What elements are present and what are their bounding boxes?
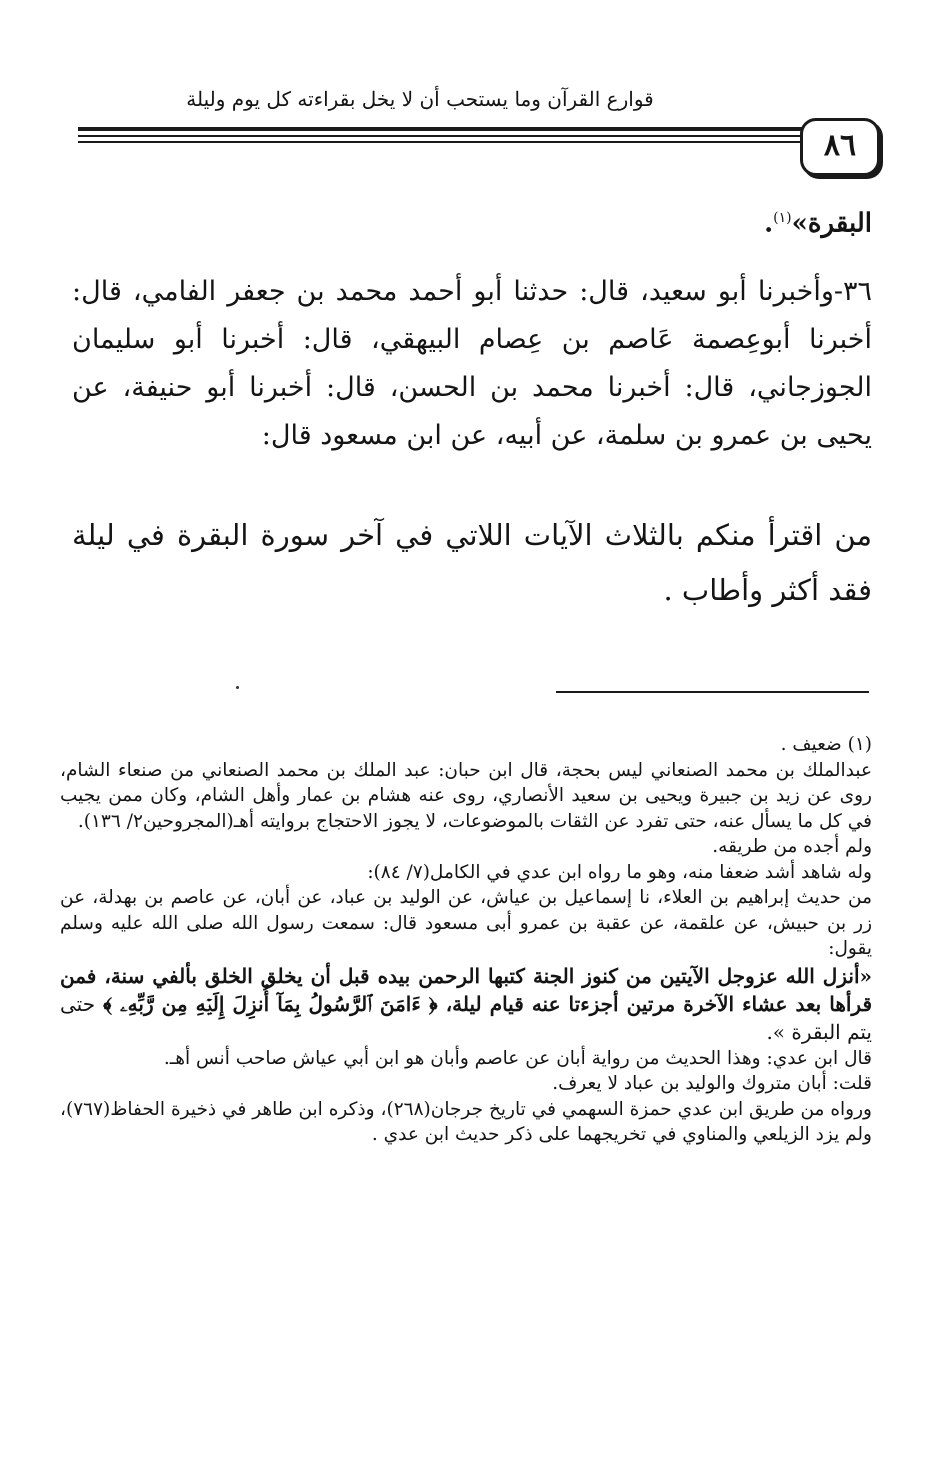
footnote-para-7: قلت: أبان متروك والوليد بن عباد لا يعرف. — [552, 1073, 872, 1094]
header-rule-thin — [78, 141, 808, 143]
hadith-text: من اقترأ منكم بالثلاث الآيات اللاتي في آخر سورة البقرة في ليلة فقد أكثر وأطاب . — [72, 518, 872, 607]
hadith-quote-text: «أنزل الله عزوجل الآيتين من كنوز الجنة كتبها الرحمن بيده قبل أن يخلق الخلق بألفي سنة، فمن قرأها بعد عشاء الآخرة مرتين أجزءتا عنه قيام ليلة، — [60, 963, 873, 1016]
footnote-separator — [556, 691, 869, 693]
footnote-para-3: وله شاهد أشد ضعفا منه، وهو ما رواه ابن عدي في الكامل(٧/ ٨٤): — [367, 861, 872, 883]
footnote-hadith-quote — [60, 962, 872, 1046]
footnote-grade: (١) ضعيف . — [780, 734, 872, 755]
carry-word: البقرة» — [791, 208, 872, 239]
header-rule-thick — [78, 127, 808, 131]
hadith-quote-end: حتى يتم البقرة ». — [60, 991, 872, 1044]
footnote-para-2: ولم أجده من طريقه. — [712, 836, 872, 857]
running-title: قوارع القرآن وما يستحب أن لا يخل بقراءته كل يوم وليلة — [186, 87, 654, 111]
carry-over-text: البقرة»$^{(١)}$. — [764, 208, 872, 239]
footnote-ref: (١) — [773, 210, 792, 226]
page-number: ٨٦ — [800, 118, 880, 176]
footnotes — [60, 732, 872, 1148]
header-rule-middle — [78, 135, 808, 137]
footnote-para-8: ورواه من طريق ابن عدي حمزة السهمي في تاريخ جرجان(٢٦٨)، وذكره ابن طاهر في ذخيرة الحفاظ(٧٦٧)، ولم يزد الزيلعي والمناوي في تخريجهما على ذكر حديث ابن عدي . — [60, 1098, 872, 1145]
isnad-paragraph: ٣٦-وأخبرنا أبو سعيد، قال: حدثنا أبو أحمد محمد بن جعفر الفامي، قال: أخبرنا أبوعِصمة عَاصم بن عِصام البيهقي، قال: أخبرنا أبو سليمان الجوزجاني، قال: أخبرنا محمد بن الحسن، قال: أخبرنا أبو حنيفة، عن يحيى بن عمرو بن سلمة، عن أبيه، عن ابن مسعود قال: — [72, 276, 872, 451]
quran-verse: ﴿ ءَامَنَ ٱلرَّسُولُ بِمَآ أُنزِلَ إِلَيۡهِ مِن رَّبِّهِۦ ﴾ — [103, 991, 438, 1016]
footnote-para-6: قال ابن عدي: وهذا الحديث من رواية أبان عن عاصم وأبان هو ابن أبي عياش صاحب أنس أهـ. — [163, 1047, 872, 1069]
print-speck — [236, 686, 239, 689]
footnote-para-4: من حديث إبراهيم بن العلاء، نا إسماعيل بن عياش، عن الوليد بن عباد، عن أبان، عن عاصم بن بهدلة، عن زر بن حبيش، عن علقمة، عن عقبة بن عمرو أبى مسعود قال: سمعت رسول الله صلى الله عليه وسلم يقول: — [60, 887, 872, 959]
footnote-para-1: عبدالملك بن محمد الصنعاني ليس بحجة، قال ابن حبان: عبد الملك بن محمد الصنعاني من صنعاء الشام، روى عن زيد بن جبيرة ويحيى بن سعيد الأنصاري، روى عنه هشام بن عمار وأهل الشام، وكان ممن يجيب في كل ما يسأل عنه، حتى تفرد عن الثقات بالموضوعات، لا يجوز الاحتجاج بروايته أهـ(المجروحين٢/ ١٣٦). — [60, 759, 872, 832]
